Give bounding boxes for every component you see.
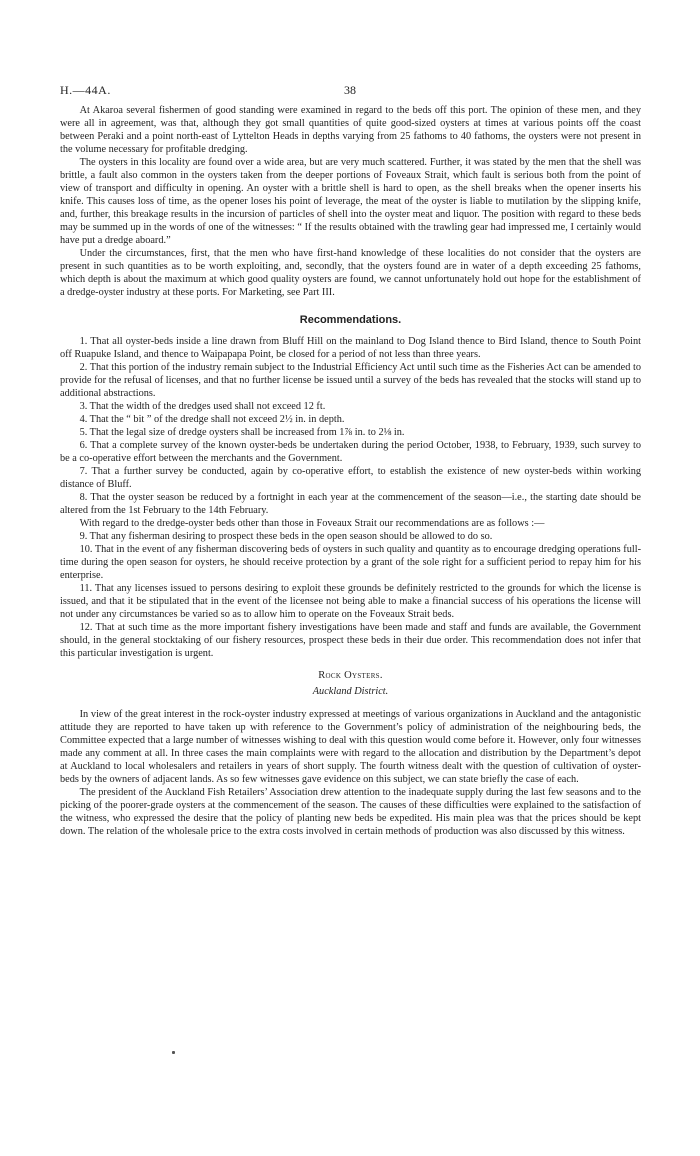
recommendations-other-beds-intro: With regard to the dredge-oyster beds other than those in Foveaux Strait our recommendations are as follows :— [79, 518, 545, 529]
document-body [60, 104, 641, 838]
page-number: 38 [344, 83, 356, 97]
report-reference: H.—44A. [60, 83, 111, 97]
recommendation-1: 1. That all oyster-beds inside a line drawn from Bluff Hill on the mainland to Dog Island thence to Bird Island, thence to South Point off Ruapuke Island, and thence to Waipapapa Point, be closed for a period of not less than three years. [60, 336, 641, 360]
rock-oysters-heading: Rock Oysters. [318, 670, 383, 681]
recommendation-11: 11. That any licenses issued to persons desiring to exploit these grounds be definitely restricted to the grounds for which the license is issued, and that it be stipulated that in the event of the licensee not being able to make a financial success of his operations the license will not under any circumstances be varied so as to allow him to operate on the Foveaux Strait beds. [60, 583, 641, 620]
recommendation-7: 7. That a further survey be conducted, again by co-operative effort, to establish the existence of new oyster-beds within working distance of Bluff. [60, 466, 641, 490]
recommendation-4: 4. That the “ bit ” of the dredge shall not exceed 2½ in. in depth. [79, 414, 345, 425]
recommendations-heading: Recommendations. [299, 314, 402, 326]
paragraph-akaroa: At Akaroa several fishermen of good standing were examined in regard to the beds off this port. The opinion of these men, and they were all in agreement, was that, although they got small quantities of quite good-sized oysters at times at various points off the coast between Peraki and a point north-east of Lyttelton Heads in depths varying from 25 fathoms to 40 fathoms, the oysters were not present in the volume necessary for profitable dredging. [60, 105, 641, 155]
auckland-district-heading: Auckland District. [312, 686, 389, 697]
recommendation-2: 2. That this portion of the industry remain subject to the Industrial Efficiency Act until such time as the Fisheries Act can be amended to provide for the refusal of licenses, and that no further license be issued until a survey of the beds has revealed that the stocks will stand up to additional abstractions. [60, 362, 641, 399]
stray-ink-mark [172, 1051, 175, 1054]
recommendation-10: 10. That in the event of any fisherman discovering beds of oysters in such quality and quantity as to encourage dredging operations full-time during the open season for oysters, he should receive protection by a grant of the sole right for a sufficient period to repay him for his enterprise. [60, 544, 641, 581]
paragraph-brittle-shell: The oysters in this locality are found over a wide area, but are very much scattered. Further, it was stated by the men that the shell was brittle, a fault also common in the oysters taken from the deeper portions of Foveaux Strait, which fault is serious both from the point of view of transport and difficulty in opening. An oyster with a brittle shell is hard to open, as the shell breaks when the opener inserts his knife. This causes loss of time, as the opener loses his point of leverage, the meat of the oyster is liable to mutilation by the slipping knife, and, further, this breakage results in the incursion of particles of shell into the oyster meat and liquor. The position with regard to these beds may be summed up in the words of one of the witnesses: “ If the results obtained with the trawling gear had impressed me, I certainly would have put a dredge aboard.” [60, 157, 641, 246]
recommendation-5: 5. That the legal size of dredge oysters shall be increased from 1⅞ in. to 2⅛ in. [79, 427, 405, 438]
recommendation-9: 9. That any fisherman desiring to prospect these beds in the open season should be allowed to do so. [79, 531, 493, 542]
paragraph-fish-retailers: The president of the Auckland Fish Retailers’ Association drew attention to the inadequate supply during the last few seasons and to the picking of the poorer-grade oysters at the commencement of the season. The causes of these difficulties were explained to the satisfaction of the witness, who expressed the desire that the policy of planting new beds be expedited. His main plea was that the prices should be kept down. The relation of the wholesale price to the extra costs involved in certain methods of production was also discussed by this witness. [60, 787, 641, 837]
recommendation-6: 6. That a complete survey of the known oyster-beds be undertaken during the period October, 1938, to February, 1939, such survey to be a co-operative effort between the merchants and the Government. [60, 440, 641, 464]
paragraph-rock-oyster-interest: In view of the great interest in the rock-oyster industry expressed at meetings of various organizations in Auckland and the antagonistic attitude they are reported to have taken up with reference to the Government’s policy of administration of the neighbouring beds, the Committee expected that a large number of witnesses wishing to deal with this question would come before it. However, only four witnesses made any comment at all. In three cases the main complaints were with regard to the allocation and distribution by the Department’s depot at Auckland to local wholesalers and retailers in years of short supply. The fourth witness dealt with the question of cultivation of oyster-beds by the owners of adjacent lands. As so few witnesses gave evidence on this subject, we can state briefly the case of each. [60, 709, 641, 785]
recommendation-12: 12. That at such time as the more important fishery investigations have been made and staff and funds are available, the Government should, in the general stocktaking of our fishery resources, prospect these beds in their due order. This recommendation does not infer that this particular investigation is urgent. [60, 622, 641, 659]
recommendation-8: 8. That the oyster season be reduced by a fortnight in each year at the commencement of the season—i.e., the starting date should be altered from the 1st February to the 14th February. [60, 492, 641, 516]
paragraph-circumstances: Under the circumstances, first, that the men who have first-hand knowledge of these localities do not consider that the oysters are present in such quantities as to be worth exploiting, and, secondly, that the oysters found are in water of a depth exceeding 25 fathoms, which depth is about the maximum at which good quality oysters are found, we cannot unfortunately hold out hope for the establishment of a dredge-oyster industry at these ports. For Marketing, see Part III. [60, 248, 641, 298]
recommendation-3: 3. That the width of the dredges used shall not exceed 12 ft. [79, 401, 326, 412]
